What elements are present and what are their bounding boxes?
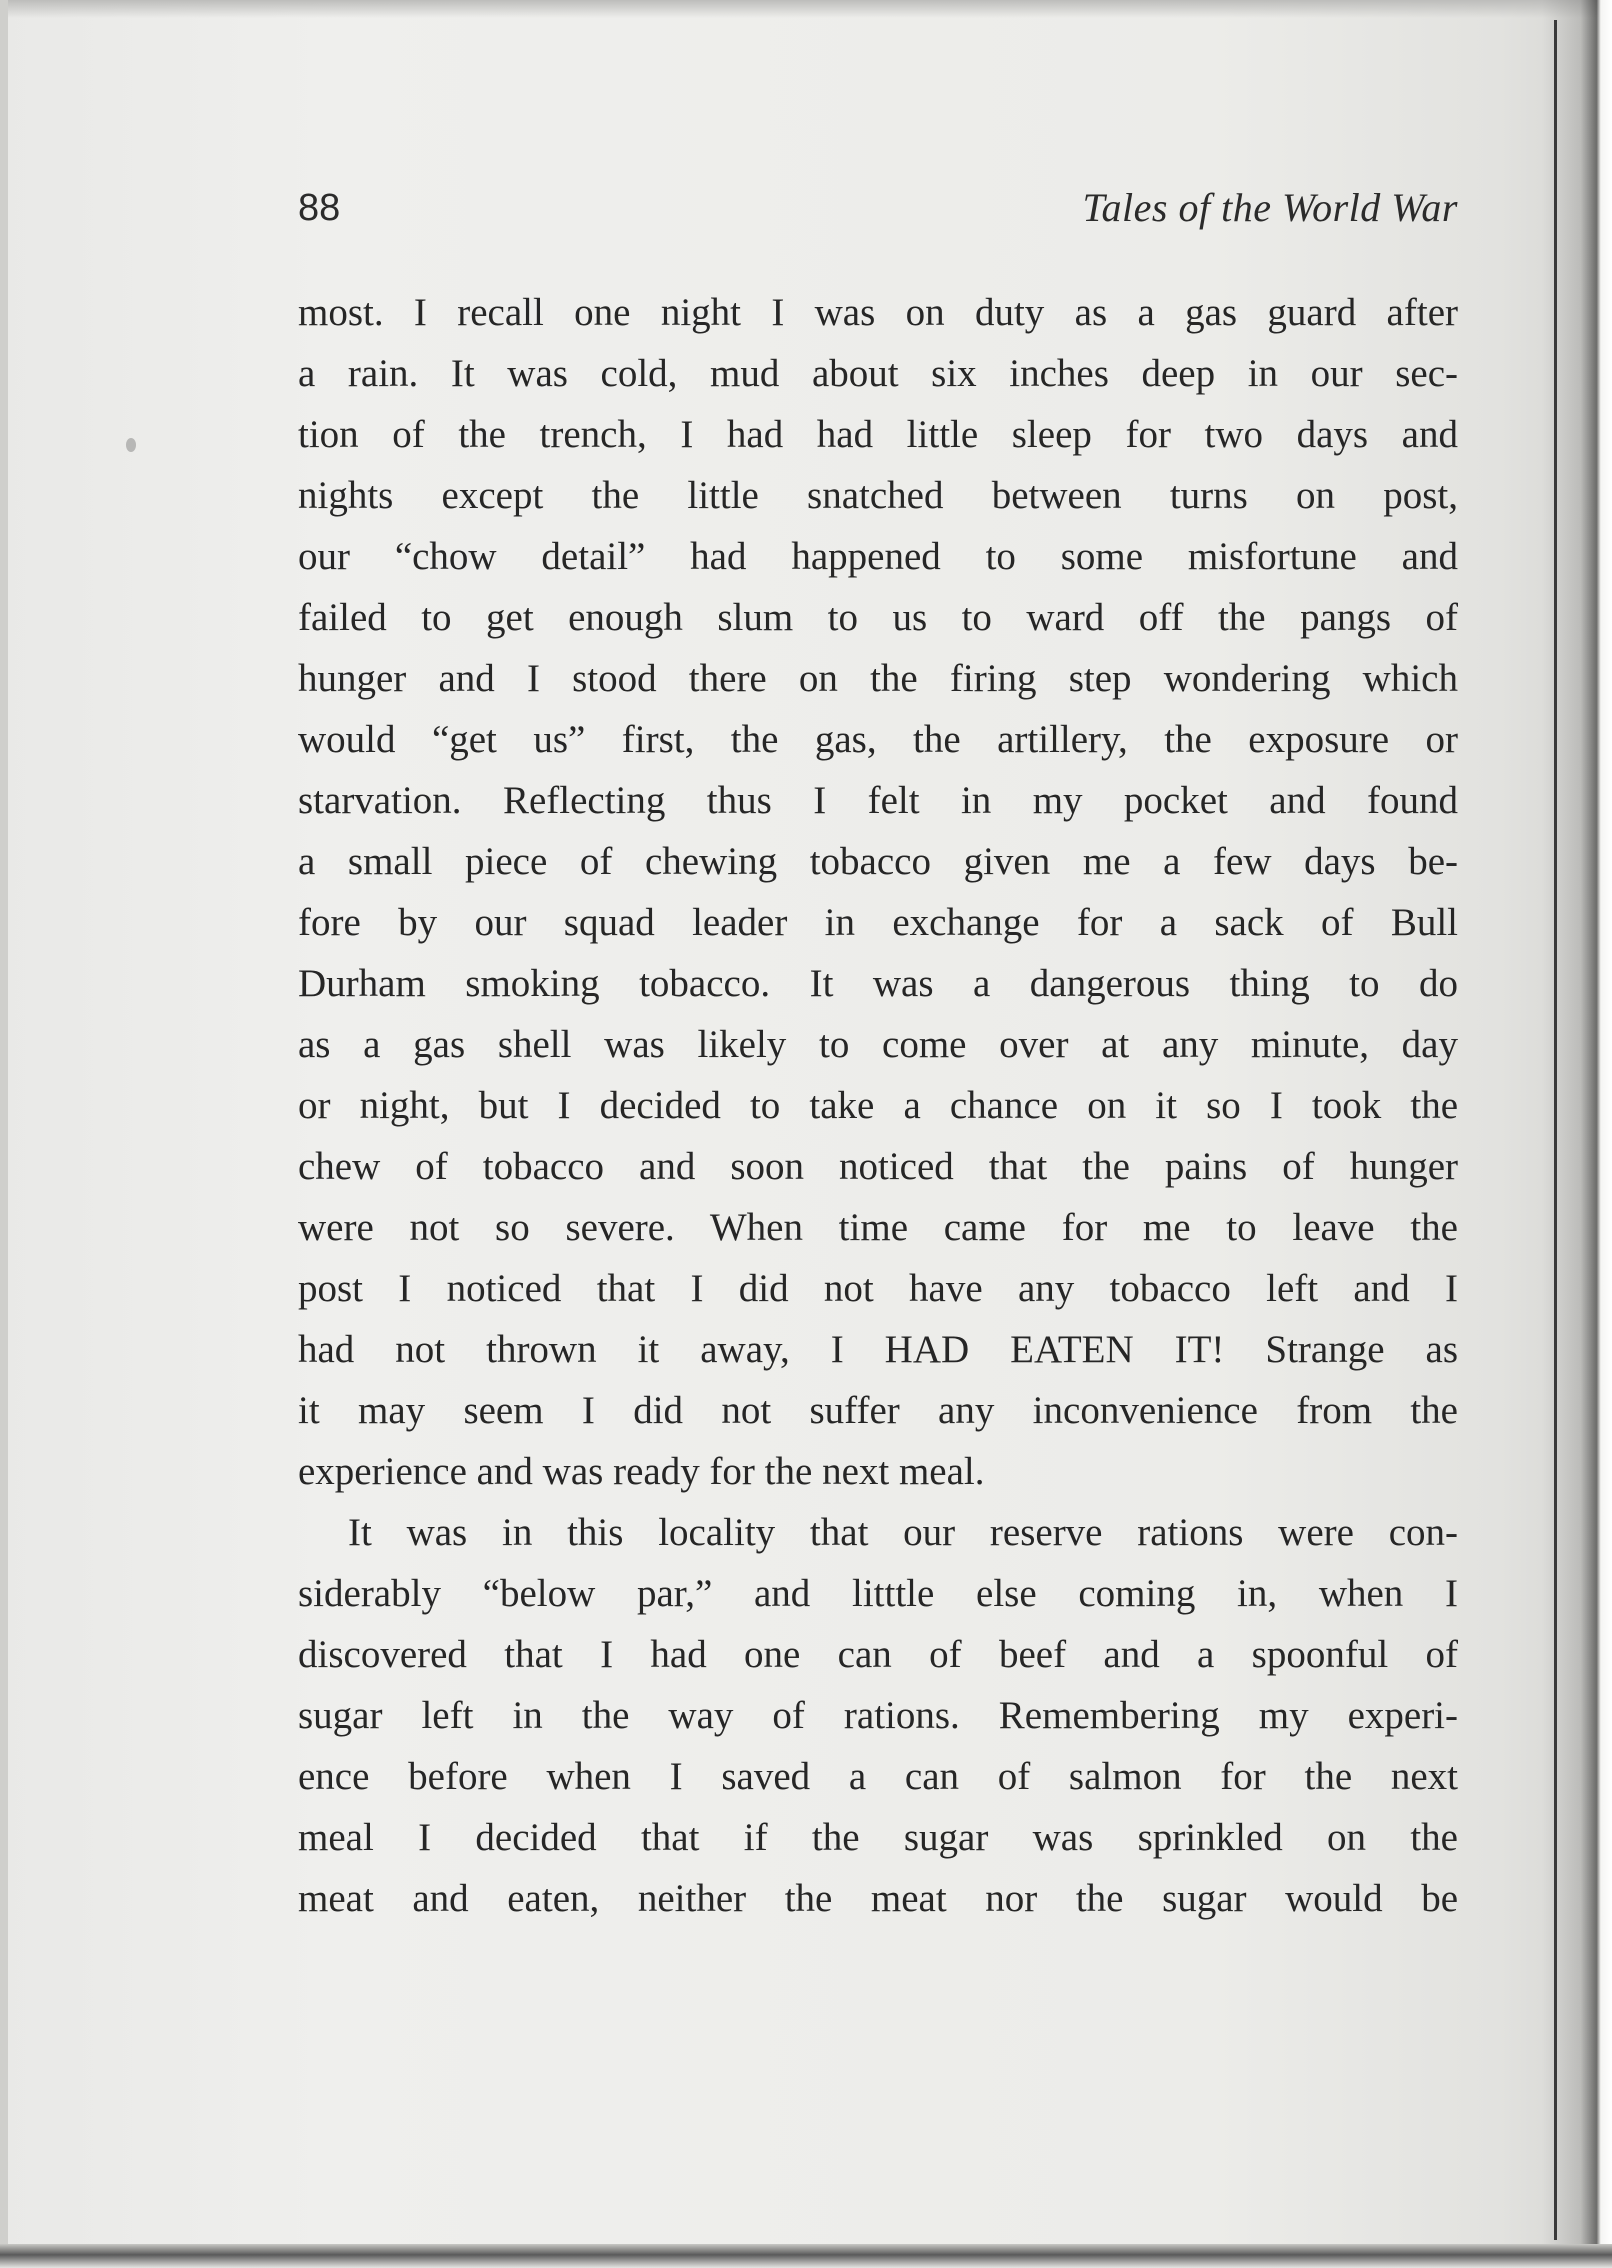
text-line: siderably “below par,” and litttle else coming in, when I [298,1572,1458,1615]
left-page-edge [0,0,8,2268]
text-line: meat and eaten, neither the meat nor the sugar would be [298,1877,1458,1920]
text-line: sugar left in the way of rations. Remembering my experi- [298,1694,1458,1737]
text-line: discovered that I had one can of beef and a spoonful of [298,1633,1458,1676]
bottom-page-edge [0,2244,1612,2268]
spine-line [1554,20,1557,2240]
text-line: failed to get enough slum to us to ward off the pangs of [298,596,1458,639]
text-line: tion of the trench, I had had little sleep for two days and [298,413,1458,456]
spine-shadow [1542,0,1612,2268]
text-line: nights except the little snatched between turns on post, [298,474,1458,517]
text-line: would “get us” first, the gas, the artillery, the exposure or [298,718,1458,761]
text-line: ence before when I saved a can of salmon for the next [298,1755,1458,1798]
text-line: as a gas shell was likely to come over at any minute, day [298,1023,1458,1066]
book-title: Tales of the World War [1082,185,1458,230]
body-text [298,282,1458,1929]
text-line: it may seem I did not suffer any inconvenience from the [298,1389,1458,1432]
text-line: or night, but I decided to take a chance on it so I took the [298,1084,1458,1127]
text-line: It was in this locality that our reserve rations were con- [348,1511,1458,1554]
paper-speck [126,438,136,452]
running-head [298,178,1458,238]
top-edge-shadow [0,0,1612,18]
text-line: fore by our squad leader in exchange for a sack of Bull [298,901,1458,944]
text-line: hunger and I stood there on the firing step wondering which [298,657,1458,700]
text-line: most. I recall one night I was on duty as a gas guard after [298,291,1458,334]
text-line: had not thrown it away, I HAD EATEN IT! Strange as [298,1328,1458,1371]
text-line: starvation. Reflecting thus I felt in my pocket and found [298,779,1458,822]
text-line: were not so severe. When time came for me to leave the [298,1206,1458,1249]
text-line: our “chow detail” had happened to some misfortune and [298,535,1458,578]
text-line: post I noticed that I did not have any tobacco left and I [298,1267,1458,1310]
text-line: a small piece of chewing tobacco given me a few days be- [298,840,1458,883]
page-number: 88 [298,187,341,229]
text-line: experience and was ready for the next meal. [298,1450,985,1493]
text-line: Durham smoking tobacco. It was a dangerous thing to do [298,962,1458,1005]
text-line: a rain. It was cold, mud about six inches deep in our sec- [298,352,1458,395]
text-line: meal I decided that if the sugar was sprinkled on the [298,1816,1458,1859]
text-line: chew of tobacco and soon noticed that the pains of hunger [298,1145,1458,1188]
